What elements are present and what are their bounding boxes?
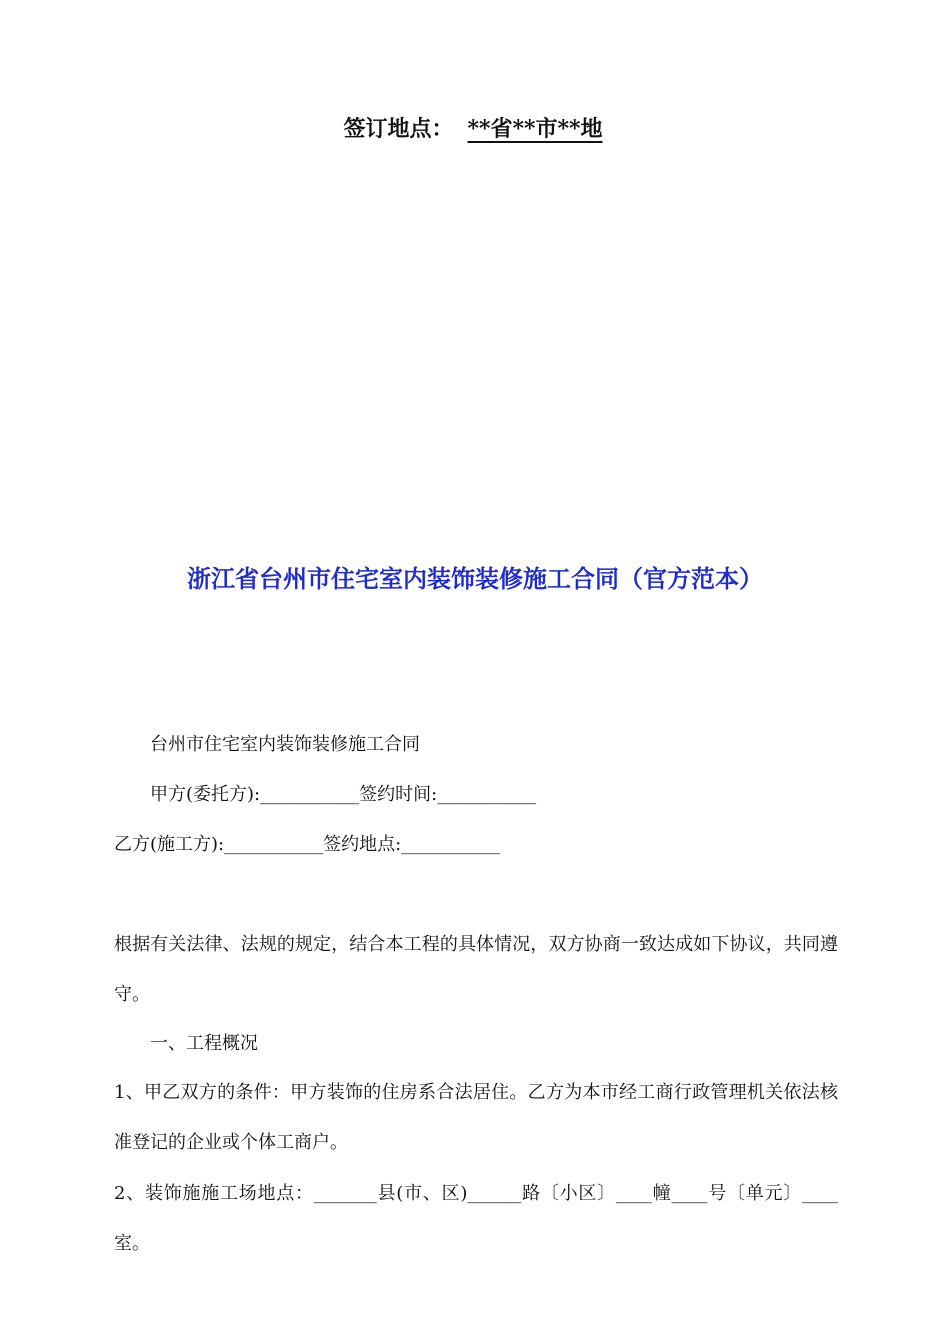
signing-place-value: **省**市**地 [467,116,603,142]
signing-place-heading [0,112,950,146]
preamble-paragraph: 根据有关法律、法规的规定，结合本工程的具体情况，双方协商一致达成如下协议，共同遵守。 [114,934,838,1005]
signing-place-label: 签订地点： [343,116,454,142]
clause-2-paragraph: 2、装饰施施工场地点：_______县(市、区)______路〔小区〕____幢____号〔单元〕____室。 [114,1183,838,1254]
section-heading-project-overview: 一、工程概况 [150,1033,258,1054]
party-a-line: 甲方(委托方):___________签约时间:___________ [150,784,537,805]
contract-subtitle: 台州市住宅室内装饰装修施工合同 [150,734,420,755]
party-b-line: 乙方(施工方):___________签约地点:___________ [114,834,501,855]
document-title: 浙江省台州市住宅室内装饰装修施工合同（官方范本） [187,564,763,593]
clause-1-paragraph: 1、甲乙双方的条件：甲方装饰的住房系合法居住。乙方为本市经工商行政管理机关依法核准登记的企业或个体工商户。 [114,1082,838,1153]
